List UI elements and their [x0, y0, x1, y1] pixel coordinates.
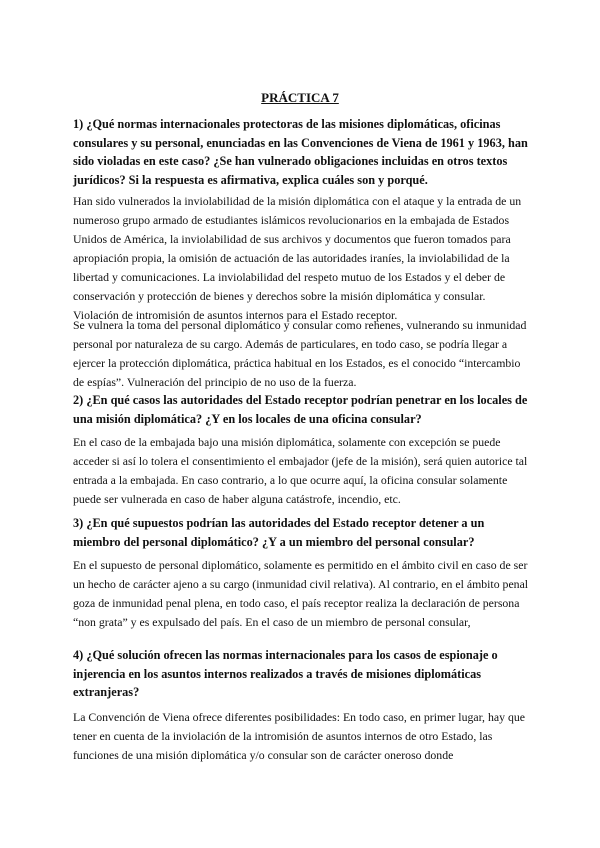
- page-title: PRÁCTICA 7: [261, 90, 339, 105]
- answer-3: En el supuesto de personal diplomático, solamente es permitido en el ámbito civil en caso de ser un hecho de carácter ajeno a su cargo (inmunidad civil relativa). Al contrario, en el ámbito penal goza de inmunidad penal plena, en todo caso, el país receptor realiza la declaración de persona “non grata” y es expulsado del país. En el caso de un miembro de personal consular,: [73, 558, 529, 629]
- answer-1-paragraph-1: Han sido vulnerados la inviolabilidad de la misión diplomática con el ataque y la entrada de un numeroso grupo armado de estudiantes islámicos revolucionarios en la embajada de Estados Unidos de América, la inviolabilidad de sus archivos y documentos que fueron tomados para apropiación propia, la omisión de actuación de las autoridades iraníes, la inviolabilidad de la libertad y comunicaciones. La inviolabilidad del respeto mutuo de los Estados y el deber de conservación y protección de bienes y derechos sobre la misión diplomática y consular. Violación de intromisión de asuntos internos para el Estado receptor.: [73, 194, 522, 322]
- question-2: 2) ¿En qué casos las autoridades del Estado receptor podrían penetrar en los locales de una misión diplomática? ¿Y en los locales de una oficina consular?: [73, 393, 528, 426]
- answer-2: En el caso de la embajada bajo una misión diplomática, solamente con excepción se puede acceder si así lo tolera el consentimiento el embajador (jefe de la misión), será quien autorice tal entrada a la embajada. En caso contrario, a lo que ocurre aquí, la oficina consular solamente puede ser vulnerada en caso de haber alguna catástrofe, incendio, etc.: [73, 435, 528, 506]
- question-4: 4) ¿Qué solución ofrecen las normas internacionales para los casos de espionaje o injerencia en los asuntos internos realizados a través de misiones diplomáticas extranjeras?: [73, 648, 498, 699]
- answer-1-paragraph-2: Se vulnera la toma del personal diplomático y consular como rehenes, vulnerando su inmunidad personal por naturaleza de su cargo. Además de particulares, en todo caso, se podría llegar a ejercer la protección diplomática, práctica habitual en los Estados, es el conocido “intercambio de espías”. Vulneración del principio de no uso de la fuerza.: [73, 318, 527, 389]
- question-3: 3) ¿En qué supuestos podrían las autoridades del Estado receptor detener a un miembro del personal diplomático? ¿Y a un miembro del personal consular?: [73, 516, 485, 549]
- answer-4: La Convención de Viena ofrece diferentes posibilidades: En todo caso, en primer lugar, hay que tener en cuenta de la inviolación de la intromisión de asuntos internos de otro Estado, las funciones de una misión diplomática y/o consular son de carácter oneroso donde: [73, 710, 525, 762]
- question-1: 1) ¿Qué normas internacionales protectoras de las misiones diplomáticas, oficinas consulares y su personal, enunciadas en las Convenciones de Viena de 1961 y 1963, han sido violadas en este caso? ¿Se han vulnerado obligaciones incluidas en otros textos jurídicos? Si la respuesta es afirmativa, explica cuáles son y porqué.: [73, 117, 528, 187]
